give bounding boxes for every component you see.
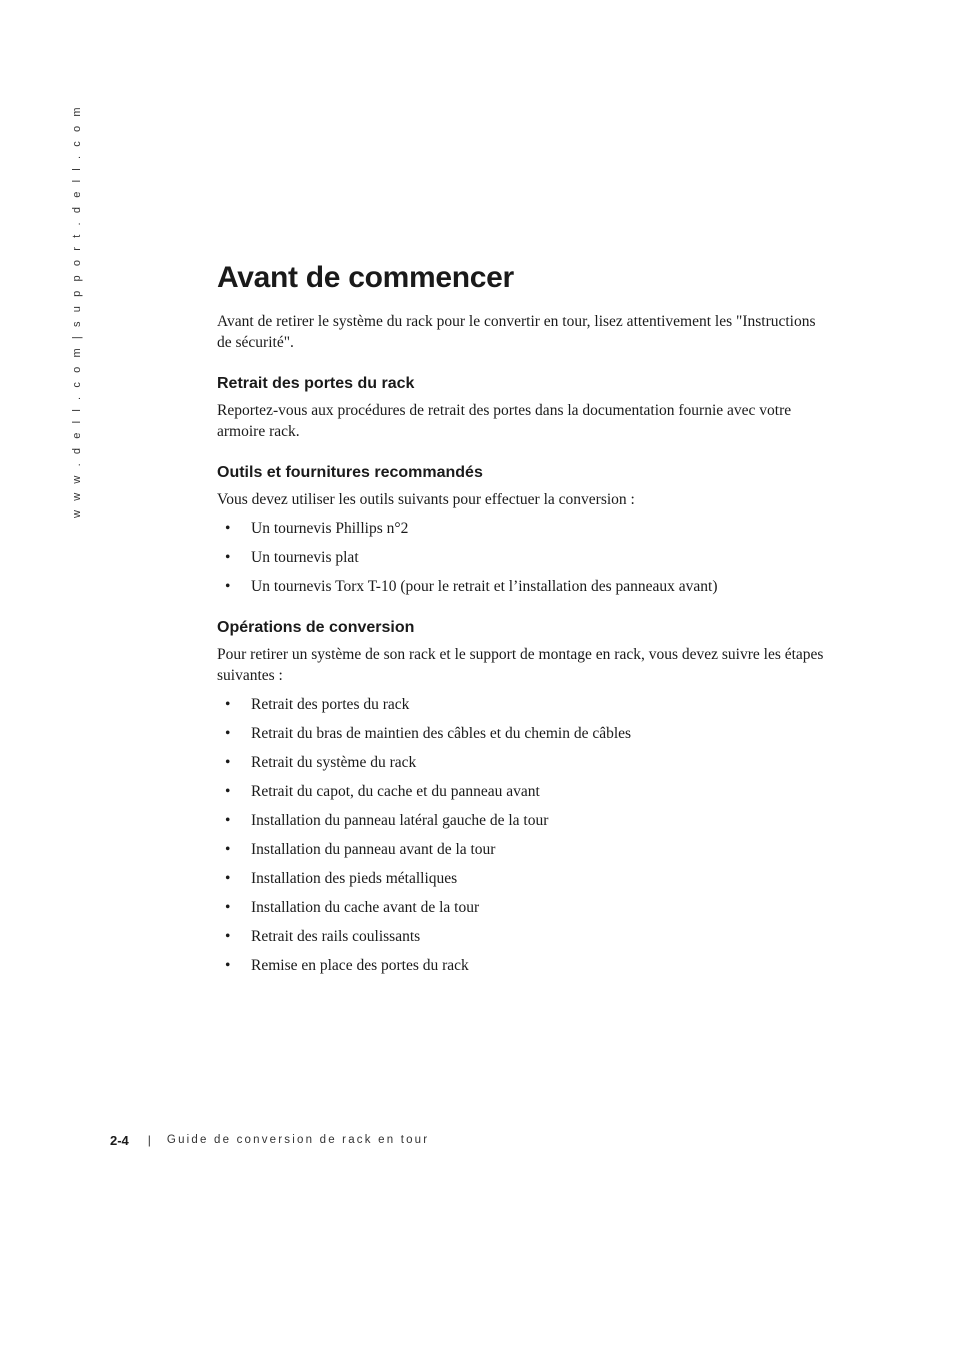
list-item-text: Installation du panneau latéral gauche de la tour [251,812,549,829]
bullet-icon: • [225,899,231,916]
list-item [217,547,827,568]
footer-document-title: Guide de conversion de rack en tour [166,1134,430,1146]
list-item-text: Retrait du système du rack [251,754,417,771]
bullet-icon: • [225,725,231,742]
list-item [217,694,827,715]
main-content [217,258,827,984]
bullet-icon: • [225,783,231,800]
side-url: w w w . d e l l . c o m | s u p p o r t . d e l l . c o m [71,104,83,518]
list-item-text: Un tournevis plat [251,549,359,566]
list-item-text: Retrait du bras de maintien des câbles et du chemin de câbles [251,725,632,742]
page-title: Avant de commencer [217,261,514,294]
list-item-text: Retrait du capot, du cache et du panneau avant [251,783,540,800]
section-text-tools: Vous devez utiliser les outils suivants pour effectuer la conversion : [217,491,635,508]
bullet-icon: • [225,870,231,887]
section-text-door-removal: Reportez-vous aux procédures de retrait des portes dans la documentation fournie avec votre armoire rack. [217,402,792,440]
bullet-icon: • [225,696,231,713]
bullet-icon: • [225,928,231,945]
list-item-text: Retrait des portes du rack [251,696,410,713]
list-item-text: Un tournevis Phillips n°2 [251,520,409,537]
bullet-icon: • [225,578,231,595]
page-footer [110,1130,429,1150]
list-item [217,926,827,947]
bullet-icon: • [225,549,231,566]
bullet-icon: • [225,957,231,974]
section-text-operations: Pour retirer un système de son rack et le support de montage en rack, vous devez suivre les étapes suivantes : [217,646,824,684]
list-item-text: Installation du panneau avant de la tour [251,841,496,858]
list-item [217,897,827,918]
list-item-text: Retrait des rails coulissants [251,928,421,945]
page-number: 2-4 [110,1132,129,1148]
section-heading-tools: Outils et fournitures recommandés [217,464,483,481]
list-item-text: Remise en place des portes du rack [251,957,469,974]
list-item [217,752,827,773]
list-item [217,810,827,831]
footer-separator: | [147,1133,151,1147]
list-item [217,781,827,802]
operations-list [217,694,827,976]
intro-paragraph: Avant de retirer le système du rack pour le convertir en tour, lisez attentivement les "Instructions de sécurité". [217,313,816,351]
list-item-text: Installation des pieds métalliques [251,870,458,887]
list-item [217,723,827,744]
list-item [217,868,827,889]
bullet-icon: • [225,841,231,858]
list-item [217,839,827,860]
list-item [217,955,827,976]
bullet-icon: • [225,520,231,537]
list-item [217,576,827,597]
list-item-text: Un tournevis Torx T-10 (pour le retrait et l’installation des panneaux avant) [251,578,718,595]
section-heading-operations: Opérations de conversion [217,619,415,636]
section-heading-door-removal: Retrait des portes du rack [217,375,415,392]
list-item-text: Installation du cache avant de la tour [251,899,480,916]
list-item [217,518,827,539]
bullet-icon: • [225,754,231,771]
bullet-icon: • [225,812,231,829]
tools-list [217,518,827,597]
